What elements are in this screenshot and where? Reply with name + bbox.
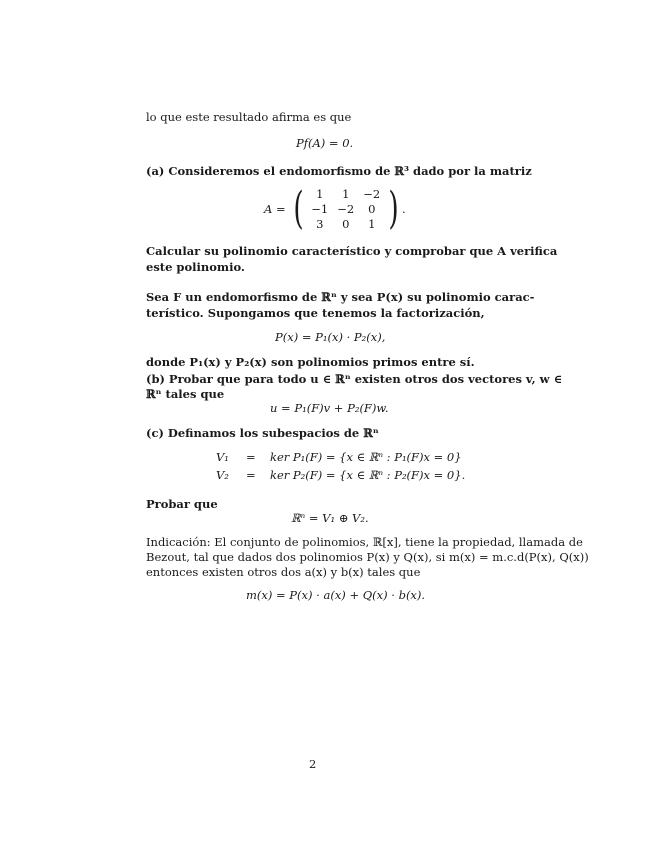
right-paren: ) [388,183,399,234]
matrix-cell: 0 [342,217,350,231]
matrix-grid [307,187,385,231]
subspace-op: = [246,468,256,482]
hint-equation: m(x) = P(x) · a(x) + Q(x) · b(x). [246,588,426,602]
part-b-equation: u = P₁(F)v + P₂(F)w. [270,401,389,415]
intro-line: lo que este resultado afirma es que [146,110,352,124]
matrix-end: . [401,202,406,216]
part-c-equation: ℝⁿ = V₁ ⊕ V₂. [291,511,369,525]
matrix-cell: 1 [342,187,350,201]
part-b-line1: (b) Probar que para todo u ∈ ℝⁿ existen otros dos vectores v, w ∈ [146,372,563,386]
part-c-prove: Probar que [146,497,218,511]
part-a-heading: (a) Consideremos el endomorfismo de ℝ³ dado por la matriz [146,164,532,178]
matrix-cell: −1 [311,202,329,216]
subspace-lhs: V₁ [216,450,229,464]
hint-line2: Bezout, tal que dados dos polinomios P(x) y Q(x), si m(x) = m.c.d(P(x), Q(x)) [146,550,589,564]
matrix-cell: 0 [368,202,376,216]
subspace-op: = [246,450,256,464]
matrix-cell: −2 [337,202,355,216]
part-a-task-line1: Calcular su polinomio característico y comprobar que A verifica [146,244,558,258]
matrix-cell: −2 [363,187,381,201]
subspace-definitions [216,449,465,483]
part-a-task-line2: este polinomio. [146,260,245,274]
matrix-cell: 1 [368,217,376,231]
equation-pfa: Pf(A) = 0. [296,136,354,150]
subspace-lhs: V₂ [216,468,229,482]
setup-line2: terístico. Supongamos que tenemos la factorización, [146,306,485,320]
setup-equation: P(x) = P₁(x) · P₂(x), [275,330,386,344]
matrix-equation [264,183,406,234]
matrix-cell: 3 [316,217,324,231]
subspace-rhs: ker P₁(F) = {x ∈ ℝⁿ : P₁(F)x = 0} [270,450,462,464]
left-paren: ( [293,183,304,234]
matrix-cell: 1 [316,187,324,201]
page-number: 2 [309,757,317,771]
part-b-line2: ℝⁿ tales que [146,387,225,401]
hint-line1: Indicación: El conjunto de polinomios, ℝ[x], tiene la propiedad, llamada de [146,535,583,549]
subspace-rhs: ker P₂(F) = {x ∈ ℝⁿ : P₂(F)x = 0}. [270,468,466,482]
setup-line3: donde P₁(x) y P₂(x) son polinomios primos entre sí. [146,355,475,369]
matrix-label: A = [264,202,286,216]
part-c-line1: (c) Definamos los subespacios de ℝⁿ [146,426,379,440]
setup-line1: Sea F un endomorfismo de ℝⁿ y sea P(x) su polinomio carac- [146,290,535,304]
hint-line3: entonces existen otros dos a(x) y b(x) tales que [146,565,421,579]
